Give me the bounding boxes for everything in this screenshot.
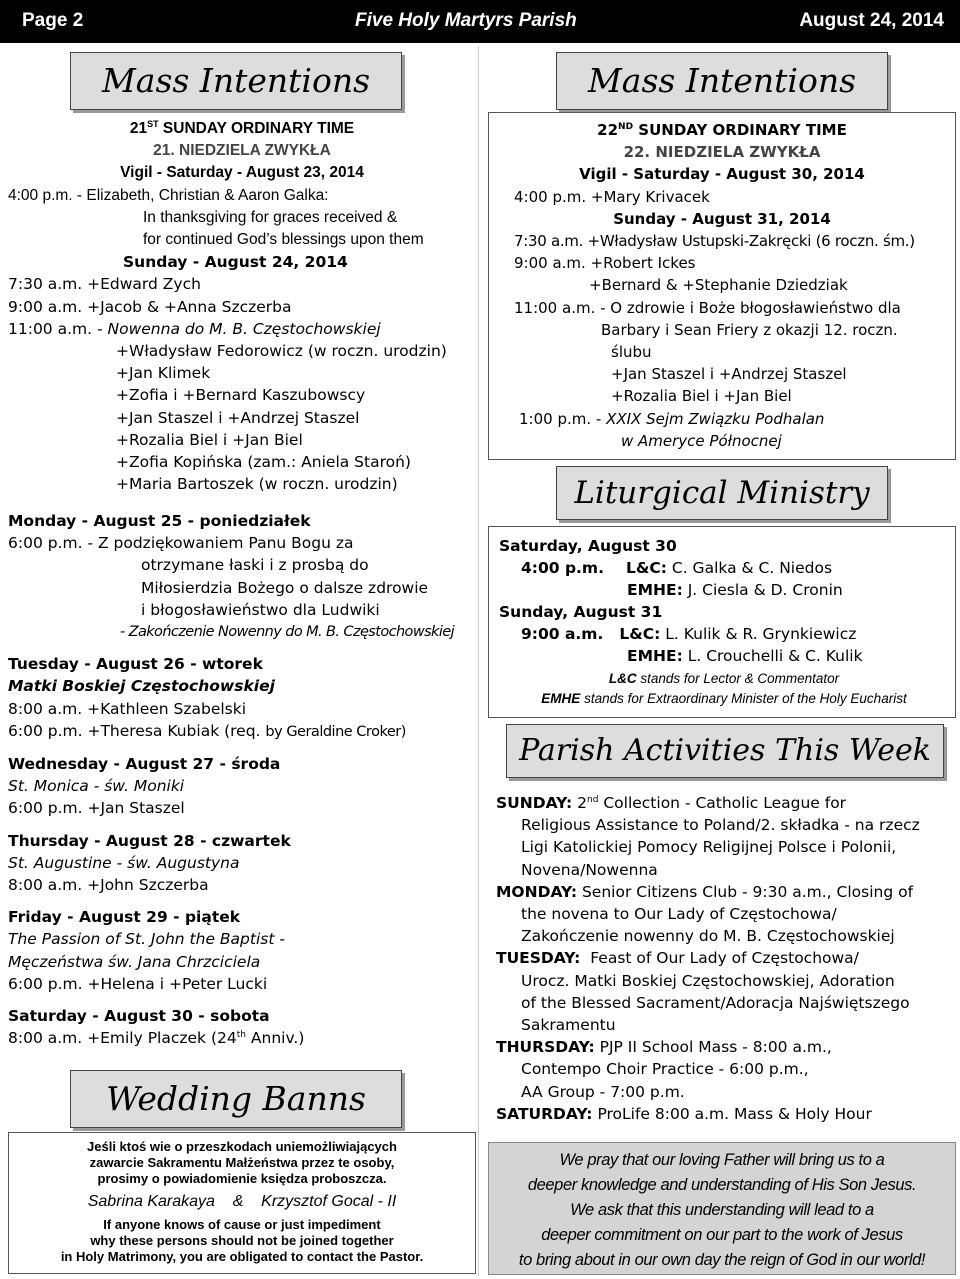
- intention-line: 8:00 a.m. +Emily Placzek (24th Anniv.): [8, 1029, 305, 1048]
- left-weekday-block: [8, 510, 476, 1049]
- intention-line: 6:00 p.m. - Z podziękowaniem Panu Bogu za: [8, 534, 354, 553]
- intention-line: +Jan Staszel i +Andrzej Staszel: [611, 365, 847, 384]
- intention-line: for continued God’s blessings upon them: [143, 231, 424, 249]
- intention-line: +Zofia Kopińska (zam.: Aniela Staroń): [116, 453, 411, 472]
- left-mass-intentions-title: [70, 52, 402, 110]
- banns-polish-line: Jeśli ktoś wie o przeszkodach uniemożliwiających: [87, 1139, 397, 1154]
- vigil-heading: Vigil - Saturday - August 23, 2014: [120, 164, 364, 182]
- parish-activities-title: [506, 724, 944, 778]
- intention-line: 11:00 a.m. - Nowenna do M. B. Częstochowskiej: [8, 319, 381, 338]
- intention-line: - Zakończenie Nowenny do M. B. Częstochowskiej: [120, 624, 455, 641]
- tuesday-feast: Matki Boskiej Częstochowskiej: [8, 677, 275, 696]
- right-mass-title-text: Mass Intentions: [587, 61, 857, 100]
- lit-saturday-heading: Saturday, August 30: [499, 537, 677, 555]
- friday-feast: Męczeństwa św. Jana Chrzciciela: [8, 952, 261, 971]
- intention-line: Miłosierdzia Bożego o dalsze zdrowie: [141, 578, 429, 597]
- right-sunday-box: [488, 112, 956, 460]
- lit-sunday-heading: Sunday, August 31: [499, 603, 663, 621]
- wedding-banns-title: [70, 1070, 402, 1128]
- intention-line: w Ameryce Północnej: [621, 431, 782, 450]
- sunday-polish-heading: 22. NIEDZIELA ZWYKŁA: [623, 143, 821, 162]
- banns-english-line: why these persons should not be joined together: [90, 1233, 394, 1248]
- intention-line: 9:00 a.m. +Robert Ickes: [514, 254, 696, 273]
- intention-line: 7:30 a.m. +Edward Zych: [8, 275, 201, 294]
- intention-line: 1:00 p.m. - XXIX Sejm Związku Podhalan: [519, 409, 825, 428]
- activity-line: Religious Assistance to Poland/2. składka - na rzecz: [521, 816, 920, 835]
- activity-line: of the Blessed Sacrament/Adoracja Najświętszego: [521, 993, 910, 1012]
- activity-line: Ligi Katolickiej Pomocy Religijnej Polsce i Polonii,: [521, 838, 897, 857]
- intention-line: ślubu: [611, 343, 652, 362]
- activity-sunday: SUNDAY: 2nd Collection - Catholic League for: [496, 794, 847, 812]
- liturgical-ministry-title: [556, 466, 888, 520]
- tuesday-heading: Tuesday - August 26 - wtorek: [8, 655, 263, 674]
- wednesday-heading: Wednesday - August 27 - środa: [8, 755, 281, 774]
- prayer-line: to bring about in our own day the reign of God in our world!: [518, 1251, 926, 1269]
- intention-line: +Jan Klimek: [116, 364, 211, 383]
- prayer-line: deeper commitment on our part to the work of Jesus: [541, 1226, 903, 1244]
- monday-heading: Monday - August 25 - poniedziałek: [8, 512, 311, 530]
- intention-line: +Zofia i +Bernard Kaszubowscy: [116, 386, 366, 405]
- wedding-banns-title-text: Wedding Banns: [106, 1079, 366, 1118]
- intention-line: +Rozalia Biel i +Jan Biel: [611, 387, 792, 406]
- prayer-line: We pray that our loving Father will bring us to a: [559, 1151, 885, 1169]
- prayer-box: [488, 1142, 956, 1275]
- wedding-banns-box: [8, 1132, 476, 1274]
- prayer-line: deeper knowledge and understanding of His Son Jesus.: [527, 1176, 917, 1194]
- thursday-heading: Thursday - August 28 - czwartek: [8, 831, 291, 850]
- activity-line: Zakończenie nowenny do M. B. Częstochowskiej: [521, 927, 895, 946]
- banns-english-line: in Holy Matrimony, you are obligated to contact the Pastor.: [60, 1249, 424, 1264]
- intention-line: 11:00 a.m. - O zdrowie i Boże błogosławieństwo dla: [514, 298, 901, 317]
- issue-date: August 24, 2014: [799, 10, 944, 31]
- intention-line: 6:00 p.m. +Theresa Kubiak (req. by Geraldine Croker): [8, 721, 406, 740]
- page-header: [0, 0, 960, 43]
- sunday-ordinary-heading: 21ST SUNDAY ORDINARY TIME: [129, 118, 355, 137]
- banns-polish-line: zawarcie Sakramentu Małżeństwa przez te osoby,: [89, 1155, 395, 1170]
- intention-line: +Jan Staszel i +Andrzej Staszel: [116, 408, 360, 427]
- banns-couple: Sabrina Karakaya & Krzysztof Gocal - II: [87, 1193, 397, 1210]
- intention-line: otrzymane łaski i z prosbą do: [141, 556, 369, 575]
- sunday-ordinary-heading: 22ND SUNDAY ORDINARY TIME: [597, 121, 847, 139]
- activity-line: Urocz. Matki Boskiej Częstochowskiej, Adoration: [521, 971, 895, 990]
- intention-line: Barbary i Sean Friery z okazji 12. roczn.: [601, 320, 898, 339]
- intention-line: i błogosławieństwo dla Ludwiki: [141, 600, 380, 619]
- sunday-date-heading: Sunday - August 31, 2014: [613, 209, 831, 228]
- activity-line: the novena to Our Lady of Częstochowa/: [521, 905, 837, 924]
- intention-line: 8:00 a.m. +John Szczerba: [8, 876, 209, 895]
- intention-line: +Bernard & +Stephanie Dziedziak: [589, 276, 848, 295]
- banns-english-line: If anyone knows of cause or just impediment: [103, 1217, 381, 1232]
- intention-line: 6:00 p.m. +Helena i +Peter Lucki: [8, 974, 268, 993]
- activity-thursday: THURSDAY: PJP II School Mass - 8:00 a.m.,: [496, 1038, 832, 1057]
- activity-saturday: SATURDAY: ProLife 8:00 a.m. Mass & Holy Hour: [496, 1104, 872, 1123]
- wednesday-feast: St. Monica - św. Moniki: [8, 777, 185, 796]
- intention-line: In thanksgiving for graces received &: [143, 208, 398, 226]
- intention-line: 6:00 p.m. +Jan Staszel: [8, 799, 185, 818]
- intention-line: +Władysław Fedorowicz (w roczn. urodzin): [116, 342, 447, 361]
- activity-monday: MONDAY: Senior Citizens Club - 9:30 a.m., Closing of: [496, 882, 914, 901]
- parish-name: Five Holy Martyrs Parish: [355, 10, 577, 31]
- friday-feast: The Passion of St. John the Baptist -: [8, 930, 285, 949]
- activity-tuesday: TUESDAY: Feast of Our Lady of Częstochowa/: [496, 949, 859, 968]
- activity-line: Novena/Nowenna: [521, 860, 658, 879]
- lit-note: L&C stands for Lector & Commentator: [608, 671, 840, 686]
- activity-line: Contempo Choir Practice - 6:00 p.m.,: [521, 1060, 809, 1079]
- right-mass-intentions-title: [556, 52, 888, 110]
- intention-line: +Rozalia Biel i +Jan Biel: [116, 430, 303, 449]
- page-number: Page 2: [22, 10, 84, 31]
- activity-line: AA Group - 7:00 p.m.: [521, 1082, 685, 1101]
- banns-polish-line: prosimy o powiadomienie księdza proboszcza.: [97, 1171, 387, 1186]
- lit-note: EMHE stands for Extraordinary Minister of the Holy Eucharist: [541, 691, 907, 706]
- sunday-polish-heading: 21. NIEDZIELA ZWYKŁA: [153, 142, 331, 160]
- intention-line: +Maria Bartoszek (w roczn. urodzin): [116, 475, 398, 494]
- liturgical-ministry-box: Saturday, August 30 4:00 p.m. L&C: C. Galka & C. Niedos EMHE: J. Ciesla & D. Cronin Sunday, August 31 9:00 a.m. L&C: L. Kulik & R. Grynkiewicz EMHE: L. Crouchelli & C. Kulik L&C stands for Lector & Commentator EMHE stands for Extraordinary Minister of the Holy Eucharist: [488, 526, 956, 718]
- parish-activities-list: [496, 792, 956, 1125]
- sunday-date-heading: Sunday - August 24, 2014: [123, 253, 348, 272]
- vigil-heading: Vigil - Saturday - August 30, 2014: [579, 165, 865, 184]
- parish-activities-title-text: Parish Activities This Week: [519, 733, 931, 768]
- intention-line: 8:00 a.m. +Kathleen Szabelski: [8, 699, 247, 718]
- intention-line: 9:00 a.m. +Jacob & +Anna Szczerba: [8, 297, 292, 316]
- friday-heading: Friday - August 29 - piątek: [8, 908, 241, 927]
- liturgical-ministry-title-text: Liturgical Ministry: [574, 475, 870, 511]
- intention-line: 4:00 p.m. - Elizabeth, Christian & Aaron Galka:: [8, 186, 329, 204]
- left-mass-title-text: Mass Intentions: [101, 61, 371, 100]
- column-divider: [478, 46, 479, 1276]
- activity-line: Sakramentu: [521, 1016, 616, 1035]
- left-sunday-block: [8, 118, 476, 495]
- intention-line: 7:30 a.m. +Władysław Ustupski-Zakręcki (6 roczn. śm.): [514, 232, 915, 251]
- prayer-line: We ask that this understanding will lead to a: [570, 1201, 874, 1219]
- intention-line: 4:00 p.m. +Mary Krivacek: [514, 187, 710, 206]
- thursday-feast: St. Augustine - św. Augustyna: [8, 853, 240, 872]
- saturday-heading: Saturday - August 30 - sobota: [8, 1007, 270, 1026]
